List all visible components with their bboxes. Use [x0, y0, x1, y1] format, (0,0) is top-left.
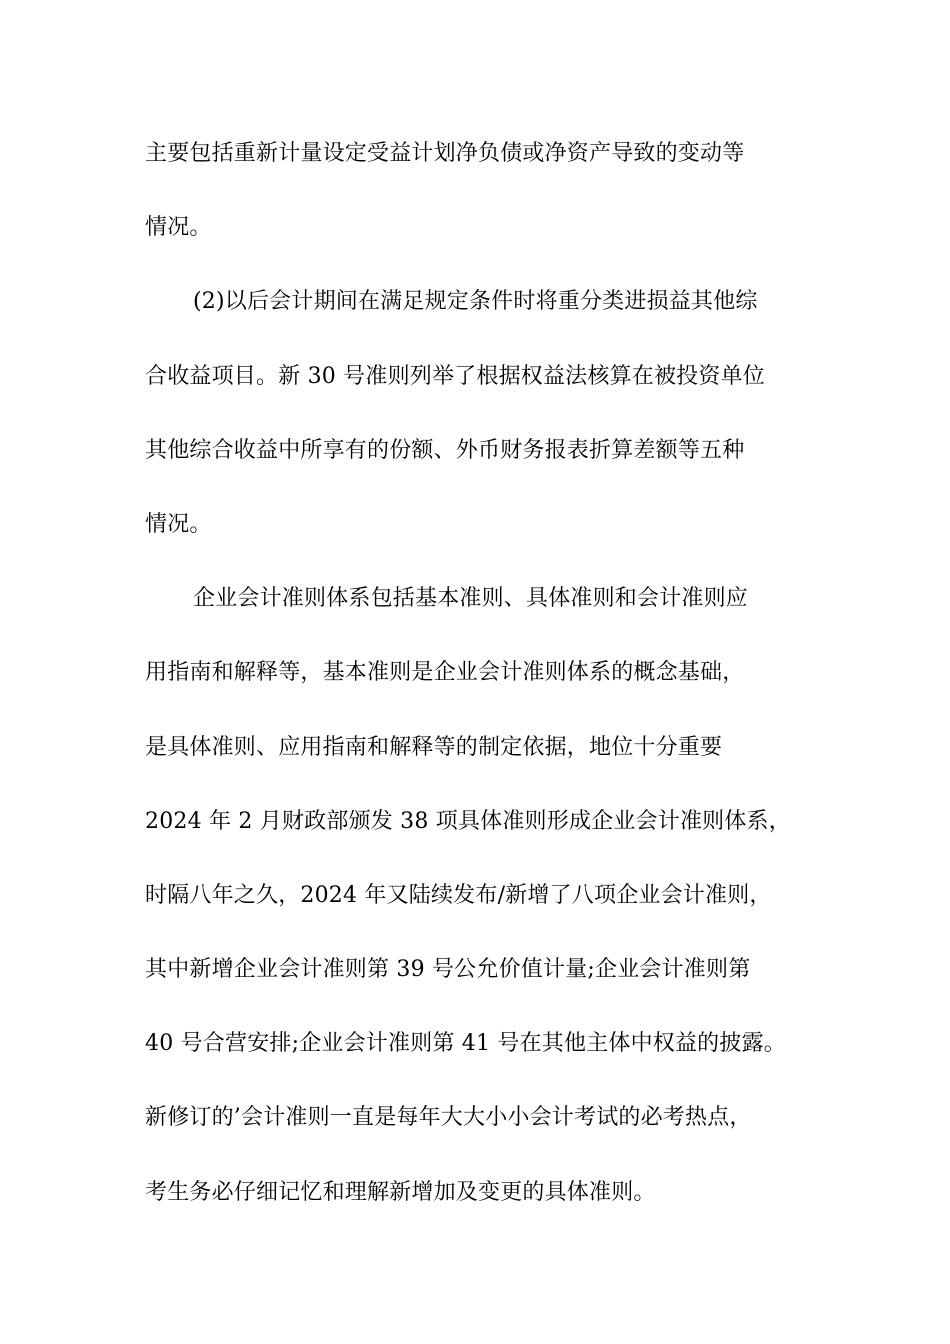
text-line-4: 合收益项目。新 30 号准则列举了根据权益法核算在被投资单位 [145, 363, 765, 389]
text-line-2: 情况。 [145, 215, 212, 241]
text-line-3: (2)以后会计期间在满足规定条件时将重分类进损益其他综 [193, 289, 758, 315]
text-line-14: 新修订的’会计准则一直是每年大大小小会计考试的必考热点， [145, 1105, 752, 1131]
text-line-1: 主要包括重新计量设定受益计划净负债或净资产导致的变动等 [145, 141, 745, 166]
text-line-5: 其他综合收益中所享有的份额、外币财务报表折算差额等五种 [145, 437, 745, 463]
text-line-12: 其中新增企业会计准则第 39 号公允价值计量;企业会计准则第 [145, 957, 751, 983]
text-line-11: 时隔八年之久，2024 年又陆续发布/新增了八项企业会计准则， [145, 882, 772, 908]
text-line-7: 企业会计准则体系包括基本准则、具体准则和会计准则应 [193, 586, 749, 612]
text-line-13: 40 号合营安排;企业会计准则第 41 号在其他主体中权益的披露。 [145, 1031, 786, 1057]
text-line-6: 情况。 [145, 511, 212, 537]
text-line-8: 用指南和解释等，基本准则是企业会计准则体系的概念基础， [145, 660, 745, 686]
document-body [145, 128, 815, 1241]
text-line-15: 考生务必仔细记忆和理解新增加及变更的具体准则。 [145, 1179, 656, 1205]
text-line-10: 2024 年 2 月财政部颁发 38 项具体准则形成企业会计准则体系， [145, 808, 791, 834]
text-line-9: 是具体准则、应用指南和解释等的制定依据，地位十分重要 [145, 734, 723, 760]
